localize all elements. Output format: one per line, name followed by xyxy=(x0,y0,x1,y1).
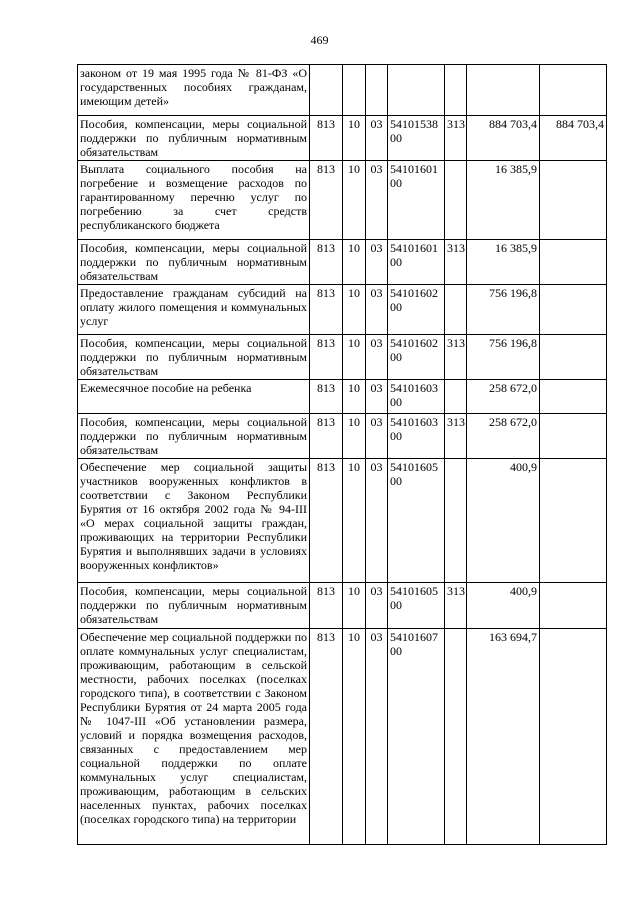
budget-table xyxy=(77,64,607,845)
table-row xyxy=(78,583,607,629)
cell-code: 813 xyxy=(310,335,343,380)
cell-amount: 400,9 xyxy=(467,583,540,629)
cell-article: 5410160100 xyxy=(388,240,445,285)
cell-name: Пособия, компенсации, меры социальной поддержки по публичным нормативным обязательствам xyxy=(78,583,310,629)
table-row xyxy=(78,65,607,116)
cell-amount-2 xyxy=(540,459,607,583)
cell-amount-2: 884 703,4 xyxy=(540,116,607,161)
cell-code: 813 xyxy=(310,629,343,845)
cell-amount: 16 385,9 xyxy=(467,161,540,240)
cell-amount-2 xyxy=(540,583,607,629)
cell-article: 5410160100 xyxy=(388,161,445,240)
cell-article: 5410160300 xyxy=(388,414,445,459)
cell-amount: 258 672,0 xyxy=(467,414,540,459)
cell-subsection: 03 xyxy=(366,459,388,583)
cell-subsection: 03 xyxy=(366,414,388,459)
cell-section: 10 xyxy=(343,459,366,583)
cell-type: 313 xyxy=(445,335,467,380)
cell-amount: 756 196,8 xyxy=(467,285,540,335)
table-row xyxy=(78,161,607,240)
cell-amount-2 xyxy=(540,285,607,335)
cell-name: Выплата социального пособия на погребение и возмещение расходов по гарантированному перечню услуг по погребению за счет средств республиканского бюджета xyxy=(78,161,310,240)
table-row xyxy=(78,459,607,583)
cell-amount xyxy=(467,65,540,116)
cell-name: законом от 19 мая 1995 года № 81-ФЗ «О государственных пособиях гражданам, имеющим детей» xyxy=(78,65,310,116)
cell-amount: 16 385,9 xyxy=(467,240,540,285)
cell-section: 10 xyxy=(343,116,366,161)
cell-article: 5410160500 xyxy=(388,583,445,629)
cell-type xyxy=(445,380,467,414)
table-row xyxy=(78,335,607,380)
cell-type xyxy=(445,629,467,845)
cell-amount: 884 703,4 xyxy=(467,116,540,161)
cell-article: 5410160300 xyxy=(388,380,445,414)
cell-article xyxy=(388,65,445,116)
cell-subsection: 03 xyxy=(366,335,388,380)
cell-article: 5410160200 xyxy=(388,285,445,335)
cell-subsection: 03 xyxy=(366,161,388,240)
cell-amount-2 xyxy=(540,380,607,414)
cell-section: 10 xyxy=(343,629,366,845)
cell-type: 313 xyxy=(445,583,467,629)
table-row xyxy=(78,240,607,285)
cell-section: 10 xyxy=(343,335,366,380)
cell-subsection: 03 xyxy=(366,240,388,285)
cell-name: Обеспечение мер социальной защиты участников вооруженных конфликтов в соответствии с Законом Республики Бурятия от 16 октября 2002 года № 94-III «О мерах социальной защиты граждан, проживающих на территории Республики Бурятия и выполнявших задачи в условиях вооруженных конфликтов» xyxy=(78,459,310,583)
cell-code: 813 xyxy=(310,240,343,285)
cell-code xyxy=(310,65,343,116)
table-row xyxy=(78,414,607,459)
cell-type xyxy=(445,65,467,116)
cell-subsection: 03 xyxy=(366,285,388,335)
cell-type: 313 xyxy=(445,240,467,285)
cell-section: 10 xyxy=(343,240,366,285)
cell-name: Обеспечение мер социальной поддержки по оплате коммунальных услуг специалистам, проживающим, работающим в сельской местности, рабочих поселках (поселках городского типа), в соответствии с Законом Республики Бурятия от 24 марта 2005 года № 1047-III «Об установлении размера, условий и порядка возмещения расходов, связанных с предоставлением мер социальной поддержки по оплате коммунальных услуг специалистам, проживающим, работающим в сельских населенных пунктах, рабочих поселках (поселках городского типа) на территории xyxy=(78,629,310,845)
cell-subsection: 03 xyxy=(366,629,388,845)
table-row xyxy=(78,285,607,335)
cell-name: Пособия, компенсации, меры социальной поддержки по публичным нормативным обязательствам xyxy=(78,240,310,285)
cell-code: 813 xyxy=(310,583,343,629)
cell-section xyxy=(343,65,366,116)
cell-name: Пособия, компенсации, меры социальной поддержки по публичным нормативным обязательствам xyxy=(78,414,310,459)
cell-amount-2 xyxy=(540,65,607,116)
cell-type: 313 xyxy=(445,116,467,161)
cell-article: 5410160700 xyxy=(388,629,445,845)
cell-section: 10 xyxy=(343,161,366,240)
cell-article: 5410160500 xyxy=(388,459,445,583)
cell-article: 5410160200 xyxy=(388,335,445,380)
cell-amount: 400,9 xyxy=(467,459,540,583)
cell-type: 313 xyxy=(445,414,467,459)
cell-code: 813 xyxy=(310,161,343,240)
cell-amount: 756 196,8 xyxy=(467,335,540,380)
cell-amount-2 xyxy=(540,629,607,845)
cell-name: Предоставление гражданам субсидий на оплату жилого помещения и коммунальных услуг xyxy=(78,285,310,335)
table-row xyxy=(78,380,607,414)
cell-amount-2 xyxy=(540,335,607,380)
cell-subsection: 03 xyxy=(366,116,388,161)
cell-name: Пособия, компенсации, меры социальной поддержки по публичным нормативным обязательствам xyxy=(78,116,310,161)
table-row xyxy=(78,629,607,845)
cell-type xyxy=(445,459,467,583)
cell-type xyxy=(445,285,467,335)
cell-code: 813 xyxy=(310,414,343,459)
cell-name: Ежемесячное пособие на ребенка xyxy=(78,380,310,414)
cell-amount-2 xyxy=(540,414,607,459)
cell-code: 813 xyxy=(310,285,343,335)
cell-type xyxy=(445,161,467,240)
table-row xyxy=(78,116,607,161)
page-number: 469 xyxy=(310,33,329,47)
cell-code: 813 xyxy=(310,380,343,414)
cell-section: 10 xyxy=(343,380,366,414)
cell-subsection: 03 xyxy=(366,380,388,414)
cell-code: 813 xyxy=(310,116,343,161)
cell-section: 10 xyxy=(343,414,366,459)
cell-code: 813 xyxy=(310,459,343,583)
cell-subsection: 03 xyxy=(366,583,388,629)
cell-section: 10 xyxy=(343,583,366,629)
cell-amount-2 xyxy=(540,240,607,285)
cell-subsection xyxy=(366,65,388,116)
cell-amount: 258 672,0 xyxy=(467,380,540,414)
cell-amount: 163 694,7 xyxy=(467,629,540,845)
cell-amount-2 xyxy=(540,161,607,240)
cell-name: Пособия, компенсации, меры социальной поддержки по публичным нормативным обязательствам xyxy=(78,335,310,380)
cell-article: 5410153800 xyxy=(388,116,445,161)
table-body xyxy=(78,65,607,845)
cell-section: 10 xyxy=(343,285,366,335)
